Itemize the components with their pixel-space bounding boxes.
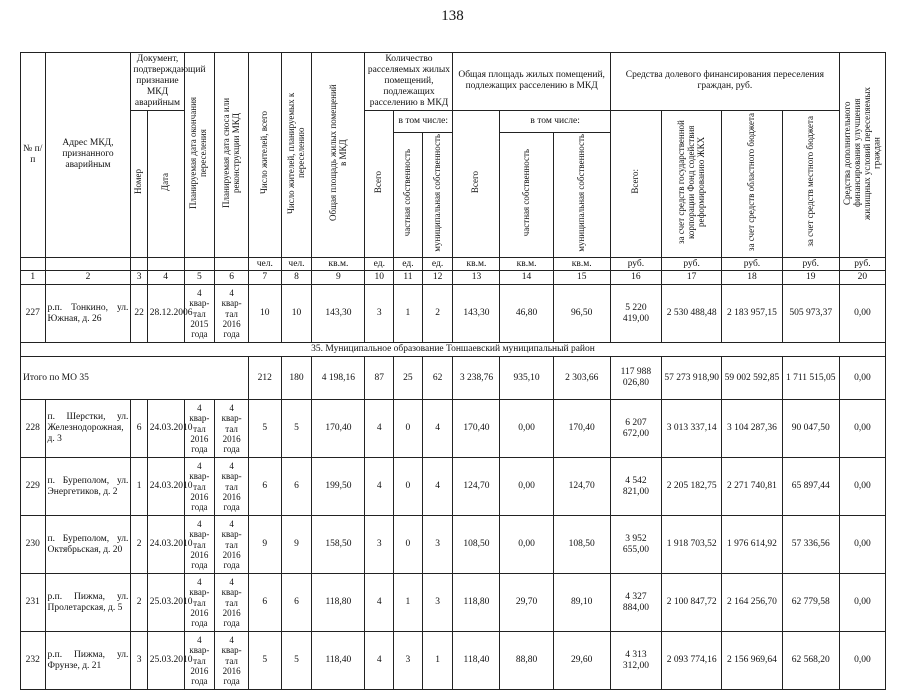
column-number: 1 <box>21 271 46 285</box>
row-col-15: 124,70 <box>553 458 610 516</box>
quarter-part: квар- <box>221 529 242 540</box>
unit-cell: ед. <box>422 257 453 271</box>
row-number: 232 <box>21 632 46 690</box>
total-col-15: 2 303,66 <box>553 357 610 400</box>
row-col-8: 6 <box>281 458 312 516</box>
table-row <box>21 400 886 458</box>
row-col-12: 1 <box>422 632 453 690</box>
header-planned-resettle: Планируемая дата окончания переселения <box>188 96 209 209</box>
row-col-8: 5 <box>281 632 312 690</box>
row-col-15: 170,40 <box>553 400 610 458</box>
row-col-19: 62 568,20 <box>782 632 839 690</box>
unit-cell: кв.м. <box>553 257 610 271</box>
total-row <box>21 357 886 400</box>
row-col-8: 6 <box>281 574 312 632</box>
year-word: года <box>191 502 208 513</box>
row-col-14: 0,00 <box>500 516 553 574</box>
year-word: года <box>223 560 240 571</box>
quarter-part: квар- <box>189 298 210 309</box>
row-col-8: 10 <box>281 285 312 343</box>
header-fund-local: за счет средств местного бюджета <box>804 116 815 247</box>
quarter-part: тал <box>225 597 238 608</box>
row-col-9: 118,80 <box>312 574 365 632</box>
row-col-16: 6 207 672,00 <box>610 400 661 458</box>
year-word: года <box>223 329 240 340</box>
unit-cell: руб. <box>839 257 885 271</box>
total-col-13: 3 238,76 <box>453 357 500 400</box>
year-value: 2016 <box>190 607 209 618</box>
row-doc-date: 24.03.2010 <box>147 458 184 516</box>
header-area-incl: в том числе: <box>500 110 610 132</box>
row-number: 231 <box>21 574 46 632</box>
row-col-13: 118,40 <box>453 632 500 690</box>
row-col-13: 143,30 <box>453 285 500 343</box>
total-col-11: 25 <box>394 357 423 400</box>
row-col-20: 0,00 <box>839 574 885 632</box>
year-value: 2016 <box>222 433 241 444</box>
page-number: 138 <box>441 8 464 24</box>
row-col-19: 57 336,56 <box>782 516 839 574</box>
row-col-11: 0 <box>394 458 423 516</box>
row-col-20: 0,00 <box>839 285 885 343</box>
column-number: 6 <box>215 271 249 285</box>
quarter-part: квар- <box>189 645 210 656</box>
row-col-18: 2 183 957,15 <box>722 285 782 343</box>
row-doc-date: 25.03.2010 <box>147 574 184 632</box>
row-col-16: 3 952 655,00 <box>610 516 661 574</box>
quarter-part: 4 <box>197 518 202 529</box>
header-area-total: Всего <box>470 170 481 193</box>
year-value: 2016 <box>222 491 241 502</box>
quarter-part: квар- <box>189 529 210 540</box>
unit-cell: ед. <box>394 257 423 271</box>
row-number: 228 <box>21 400 46 458</box>
row-col-15: 108,50 <box>553 516 610 574</box>
row-col-16: 4 313 312,00 <box>610 632 661 690</box>
year-value: 2016 <box>222 549 241 560</box>
unit-cell: чел. <box>248 257 281 271</box>
header-area-municipal: муниципальная собственность <box>575 133 586 252</box>
header-doc-number: Номер <box>133 169 144 195</box>
table-row <box>21 574 886 632</box>
year-word: года <box>223 676 240 687</box>
header-rooms-private: частная собственность <box>401 149 412 237</box>
quarter-part: тал <box>193 481 206 492</box>
header-rooms-incl: в том числе: <box>394 110 453 132</box>
unit-empty <box>131 257 147 271</box>
header-fund-fond: за счет средств государственной корпорации Фонд содействия реформированию ЖКХ <box>675 119 706 244</box>
row-planned-demolish <box>215 400 249 458</box>
quarter-part: квар- <box>221 645 242 656</box>
row-col-16: 4 327 884,00 <box>610 574 661 632</box>
header-rooms-total: Всего <box>373 170 384 193</box>
row-doc-number: 1 <box>131 458 147 516</box>
row-number: 230 <box>21 516 46 574</box>
row-doc-date: 24.03.2010 <box>147 516 184 574</box>
resettlement-table <box>20 52 886 690</box>
row-address: р.п. Тонкино, ул. Южная, д. 26 <box>45 285 131 343</box>
row-col-7: 5 <box>248 400 281 458</box>
row-col-12: 4 <box>422 458 453 516</box>
year-value: 2016 <box>222 665 241 676</box>
row-col-18: 2 164 256,70 <box>722 574 782 632</box>
unit-cell: руб. <box>782 257 839 271</box>
header-rooms-count: Количество расселяемых жилых помещений, подлежащих расселению в МКД <box>365 53 453 111</box>
year-value: 2015 <box>190 319 209 330</box>
row-doc-date: 28.12.2006 <box>147 285 184 343</box>
row-col-15: 96,50 <box>553 285 610 343</box>
row-col-16: 5 220 419,00 <box>610 285 661 343</box>
quarter-part: тал <box>193 539 206 550</box>
row-col-11: 0 <box>394 516 423 574</box>
column-number: 13 <box>453 271 500 285</box>
row-address: п. Буреполом, ул. Энергетиков, д. 2 <box>45 458 131 516</box>
quarter-part: 4 <box>197 460 202 471</box>
total-label: Итого по МО 35 <box>21 357 249 400</box>
year-word: года <box>191 676 208 687</box>
row-col-17: 2 100 847,72 <box>661 574 721 632</box>
row-col-7: 10 <box>248 285 281 343</box>
header-residents-planned: Число жителей, планируемых к переселению <box>285 92 306 214</box>
quarter-part: 4 <box>229 460 234 471</box>
column-number: 19 <box>782 271 839 285</box>
row-col-9: 143,30 <box>312 285 365 343</box>
column-number: 11 <box>394 271 423 285</box>
quarter-part: тал <box>193 597 206 608</box>
year-word: года <box>223 618 240 629</box>
column-number: 12 <box>422 271 453 285</box>
column-number: 17 <box>661 271 721 285</box>
quarter-part: квар- <box>189 471 210 482</box>
unit-empty <box>184 257 215 271</box>
row-col-9: 170,40 <box>312 400 365 458</box>
row-col-13: 170,40 <box>453 400 500 458</box>
column-number: 20 <box>839 271 885 285</box>
row-col-12: 4 <box>422 400 453 458</box>
total-col-19: 1 711 515,05 <box>782 357 839 400</box>
total-col-12: 62 <box>422 357 453 400</box>
row-col-18: 2 271 740,81 <box>722 458 782 516</box>
row-planned-demolish <box>215 574 249 632</box>
row-col-17: 3 013 337,14 <box>661 400 721 458</box>
quarter-part: тал <box>193 423 206 434</box>
header-planned-demolish: Планируемая дата сноса или реконструкции МКД <box>220 97 241 208</box>
row-col-19: 65 897,44 <box>782 458 839 516</box>
row-col-9: 158,50 <box>312 516 365 574</box>
total-col-8: 180 <box>281 357 312 400</box>
quarter-part: 4 <box>197 634 202 645</box>
row-doc-number: 2 <box>131 516 147 574</box>
row-col-16: 4 542 821,00 <box>610 458 661 516</box>
row-col-17: 2 093 774,16 <box>661 632 721 690</box>
row-col-20: 0,00 <box>839 516 885 574</box>
row-doc-number: 22 <box>131 285 147 343</box>
unit-empty <box>215 257 249 271</box>
row-col-14: 29,70 <box>500 574 553 632</box>
quarter-part: тал <box>225 308 238 319</box>
row-col-7: 5 <box>248 632 281 690</box>
quarter-part: тал <box>225 539 238 550</box>
unit-cell: руб. <box>722 257 782 271</box>
unit-cell: ед. <box>365 257 394 271</box>
quarter-part: 4 <box>229 288 234 299</box>
total-col-17: 57 273 918,90 <box>661 357 721 400</box>
row-col-7: 6 <box>248 574 281 632</box>
year-word: года <box>191 444 208 455</box>
total-col-20: 0,00 <box>839 357 885 400</box>
row-col-11: 0 <box>394 400 423 458</box>
row-col-11: 1 <box>394 285 423 343</box>
quarter-part: квар- <box>221 298 242 309</box>
column-number: 16 <box>610 271 661 285</box>
total-col-7: 212 <box>248 357 281 400</box>
row-col-7: 9 <box>248 516 281 574</box>
column-number: 5 <box>184 271 215 285</box>
header-doc-date: Дата <box>159 172 170 191</box>
column-number: 9 <box>312 271 365 285</box>
quarter-part: тал <box>225 655 238 666</box>
row-col-12: 2 <box>422 285 453 343</box>
row-col-17: 2 530 488,48 <box>661 285 721 343</box>
table-row <box>21 516 886 574</box>
row-doc-number: 6 <box>131 400 147 458</box>
column-number: 8 <box>281 271 312 285</box>
row-col-15: 89,10 <box>553 574 610 632</box>
row-col-17: 2 205 182,75 <box>661 458 721 516</box>
unit-cell: кв.м. <box>312 257 365 271</box>
year-value: 2016 <box>222 319 241 330</box>
quarter-part: 4 <box>197 402 202 413</box>
header-row-2 <box>21 110 886 132</box>
unit-cell: чел. <box>281 257 312 271</box>
header-row-1 <box>21 53 886 111</box>
row-col-14: 88,80 <box>500 632 553 690</box>
quarter-part: квар- <box>189 587 210 598</box>
row-col-10: 4 <box>365 632 394 690</box>
total-col-10: 87 <box>365 357 394 400</box>
row-planned-demolish <box>215 516 249 574</box>
row-doc-number: 3 <box>131 632 147 690</box>
column-number: 4 <box>147 271 184 285</box>
year-value: 2016 <box>190 549 209 560</box>
row-col-7: 6 <box>248 458 281 516</box>
row-col-10: 4 <box>365 458 394 516</box>
column-number: 15 <box>553 271 610 285</box>
unit-empty <box>147 257 184 271</box>
row-address: п. Шерстки, ул. Железнодорожная, д. 3 <box>45 400 131 458</box>
quarter-part: тал <box>225 481 238 492</box>
row-col-20: 0,00 <box>839 632 885 690</box>
quarter-part: тал <box>225 423 238 434</box>
row-col-20: 0,00 <box>839 400 885 458</box>
row-col-13: 118,80 <box>453 574 500 632</box>
row-col-9: 118,40 <box>312 632 365 690</box>
row-col-12: 3 <box>422 516 453 574</box>
row-col-19: 505 973,37 <box>782 285 839 343</box>
row-doc-date: 24.03.2010 <box>147 400 184 458</box>
units-row <box>21 257 886 271</box>
year-word: года <box>223 502 240 513</box>
unit-empty <box>45 257 131 271</box>
row-doc-number: 2 <box>131 574 147 632</box>
header-area-private: частная собственность <box>520 149 531 237</box>
quarter-part: 4 <box>229 576 234 587</box>
row-col-15: 29,60 <box>553 632 610 690</box>
row-planned-demolish <box>215 458 249 516</box>
column-number: 18 <box>722 271 782 285</box>
total-col-18: 59 002 592,85 <box>722 357 782 400</box>
row-col-8: 5 <box>281 400 312 458</box>
column-number: 2 <box>45 271 131 285</box>
row-col-19: 62 779,58 <box>782 574 839 632</box>
year-word: года <box>191 560 208 571</box>
header-additional: Средства дополнительного финансирования улучшения жилищных условий переселяемых граждан <box>841 86 882 220</box>
row-planned-demolish <box>215 632 249 690</box>
column-number: 7 <box>248 271 281 285</box>
header-residents-total: Число жителей, всего <box>258 111 269 195</box>
row-col-18: 2 156 969,64 <box>722 632 782 690</box>
row-col-18: 1 976 614,92 <box>722 516 782 574</box>
quarter-part: 4 <box>197 288 202 299</box>
column-numbers-row <box>21 271 886 285</box>
quarter-part: 4 <box>229 518 234 529</box>
row-address: п. Буреполом, ул. Октябрьская, д. 20 <box>45 516 131 574</box>
row-planned-demolish <box>215 285 249 343</box>
header-area-resettle: Общая площадь жилых помещений, подлежащих расселению в МКД <box>453 53 610 111</box>
column-number: 14 <box>500 271 553 285</box>
row-doc-date: 25.03.2010 <box>147 632 184 690</box>
row-col-20: 0,00 <box>839 458 885 516</box>
unit-cell: кв.м. <box>453 257 500 271</box>
row-number: 229 <box>21 458 46 516</box>
row-col-10: 3 <box>365 516 394 574</box>
year-value: 2016 <box>190 491 209 502</box>
unit-cell: кв.м. <box>500 257 553 271</box>
year-word: года <box>191 329 208 340</box>
section-title: 35. Муниципальное образование Тоншаевский муниципальный район <box>21 343 886 357</box>
unit-empty <box>21 257 46 271</box>
quarter-part: квар- <box>221 471 242 482</box>
row-col-19: 90 047,50 <box>782 400 839 458</box>
quarter-part: квар- <box>189 413 210 424</box>
quarter-part: тал <box>193 308 206 319</box>
row-col-10: 4 <box>365 574 394 632</box>
header-fund-regional: за счет средств областного бюджета <box>746 112 756 251</box>
row-col-14: 0,00 <box>500 458 553 516</box>
quarter-part: 4 <box>229 634 234 645</box>
quarter-part: 4 <box>197 576 202 587</box>
row-col-10: 3 <box>365 285 394 343</box>
row-col-14: 46,80 <box>500 285 553 343</box>
header-total-area: Общая площадь жилых помещений в МКД <box>327 84 348 222</box>
column-number: 3 <box>131 271 147 285</box>
quarter-part: тал <box>193 655 206 666</box>
header-funds: Средства долевого финансирования переселения граждан, руб. <box>610 53 839 111</box>
total-col-9: 4 198,16 <box>312 357 365 400</box>
row-col-12: 3 <box>422 574 453 632</box>
table-row <box>21 632 886 690</box>
header-address: Адрес МКД, признанного аварийным <box>45 53 131 258</box>
quarter-part: 4 <box>229 402 234 413</box>
column-number: 10 <box>365 271 394 285</box>
header-document: Документ, подтверждающий признание МКД аварийным <box>131 53 184 111</box>
table-row <box>21 285 886 343</box>
row-col-8: 9 <box>281 516 312 574</box>
section-row <box>21 343 886 357</box>
quarter-part: квар- <box>221 587 242 598</box>
quarter-part: квар- <box>221 413 242 424</box>
row-address: р.п. Пижма, ул. Фрунзе, д. 21 <box>45 632 131 690</box>
total-col-16: 117 988 026,80 <box>610 357 661 400</box>
header-funds-total: Всего: <box>629 169 640 194</box>
header-num: № п/п <box>21 53 46 258</box>
row-address: р.п. Пижма, ул. Пролетарская, д. 5 <box>45 574 131 632</box>
row-col-14: 0,00 <box>500 400 553 458</box>
row-col-17: 1 918 703,52 <box>661 516 721 574</box>
row-col-10: 4 <box>365 400 394 458</box>
year-value: 2016 <box>190 433 209 444</box>
row-col-13: 108,50 <box>453 516 500 574</box>
row-number: 227 <box>21 285 46 343</box>
year-value: 2016 <box>190 665 209 676</box>
total-col-14: 935,10 <box>500 357 553 400</box>
year-word: года <box>191 618 208 629</box>
unit-cell: руб. <box>610 257 661 271</box>
year-value: 2016 <box>222 607 241 618</box>
header-rooms-municipal: муниципальная собственность <box>431 133 442 252</box>
row-col-11: 1 <box>394 574 423 632</box>
unit-cell: руб. <box>661 257 721 271</box>
row-col-11: 3 <box>394 632 423 690</box>
row-col-18: 3 104 287,36 <box>722 400 782 458</box>
table-row <box>21 458 886 516</box>
year-word: года <box>223 444 240 455</box>
row-col-13: 124,70 <box>453 458 500 516</box>
row-col-9: 199,50 <box>312 458 365 516</box>
